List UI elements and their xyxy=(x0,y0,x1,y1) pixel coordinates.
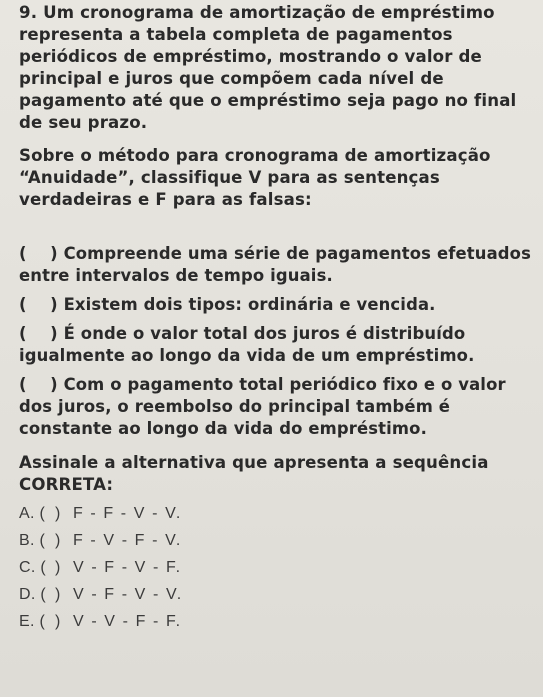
statement-item xyxy=(19,243,539,287)
statement-text: Existem dois tipos: ordinária e vencida. xyxy=(63,295,436,314)
option-paren: ) xyxy=(55,532,61,549)
option-paren: ) xyxy=(55,613,61,630)
answer-blank[interactable]: ( ) xyxy=(19,244,58,263)
option-paren: ) xyxy=(55,505,61,522)
method-instruction: Sobre o método para cronograma de amortização “Anuidade”, classifique V para as sentenças verdadeiras e F para as falsas: xyxy=(19,146,491,209)
option-sequence: V - F - V - F. xyxy=(73,559,182,576)
answer-instruction: Assinale a alternativa que apresenta a sequência CORRETA: xyxy=(19,453,489,494)
option-paren: ) xyxy=(55,559,61,576)
option-letter: D. ( xyxy=(19,586,46,603)
option-letter: A. ( xyxy=(19,505,46,522)
answer-blank[interactable]: ( ) xyxy=(19,375,58,394)
question-text: 9. Um cronograma de amortização de empréstimo representa a tabela completa de pagamentos periódicos de empréstimo, mostrando o valor de principal e juros que compõem cada nível de pagamento até que o empréstimo seja pago no final de seu prazo. xyxy=(19,3,517,132)
question-block xyxy=(19,2,539,640)
option-paren: ) xyxy=(55,586,61,603)
statement-item xyxy=(19,374,539,440)
answer-blank[interactable]: ( ) xyxy=(19,295,58,314)
option-sequence: V - F - V - V. xyxy=(73,586,183,603)
statement-text: Com o pagamento total periódico fixo e o valor dos juros, o reembolso do principal também é constante ao longo da vida do empréstimo. xyxy=(19,375,506,438)
statements-list xyxy=(19,243,539,440)
option-letter: B. ( xyxy=(19,532,46,549)
option-letter: E. ( xyxy=(19,613,46,630)
statement-item xyxy=(19,294,539,316)
option-c[interactable] xyxy=(19,559,539,586)
options-list xyxy=(19,505,539,640)
option-sequence: F - V - F - V. xyxy=(73,532,182,549)
option-a[interactable] xyxy=(19,505,539,532)
statement-item xyxy=(19,323,539,367)
statement-text: É onde o valor total dos juros é distribuído igualmente ao longo da vida de um empréstimo. xyxy=(19,324,475,365)
option-sequence: F - F - V - V. xyxy=(73,505,182,522)
option-d[interactable] xyxy=(19,586,539,613)
statement-text: Compreende uma série de pagamentos efetuados entre intervalos de tempo iguais. xyxy=(19,244,531,285)
option-e[interactable] xyxy=(19,613,539,640)
option-sequence: V - V - F - F. xyxy=(73,613,182,630)
answer-blank[interactable]: ( ) xyxy=(19,324,58,343)
option-letter: C. ( xyxy=(19,559,46,576)
option-b[interactable] xyxy=(19,532,539,559)
